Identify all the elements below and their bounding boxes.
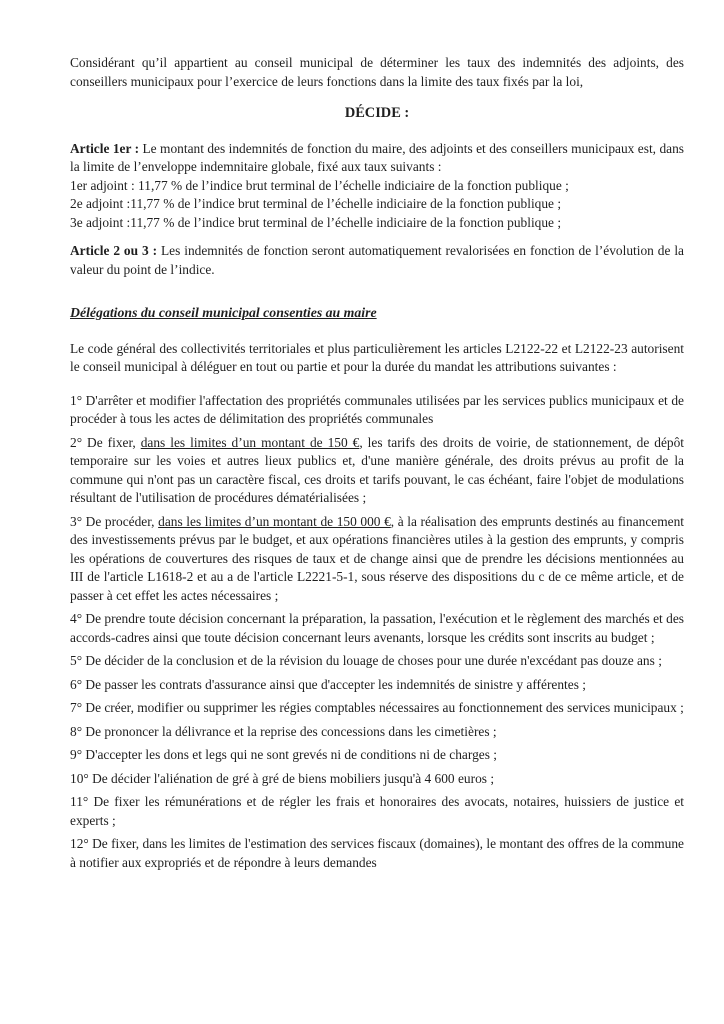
paragraph-considerant: Considérant qu’il appartient au conseil municipal de déterminer les taux des indemnités des adjoints, des conseillers municipaux pour l’exercice de leurs fonctions dans la limite des taux fixés par la loi, xyxy=(70,55,684,89)
article-1-intro: Le montant des indemnités de fonction du maire, des adjoints et des conseillers municipaux est, dans la limite de l’enveloppe indemnitaire globale, fixé aux taux suivants : xyxy=(70,140,684,174)
article-1-label: Article 1er : xyxy=(70,140,140,156)
delegations-section-heading: Délégations du conseil municipal consenties au maire xyxy=(70,305,377,320)
decide-heading: DÉCIDE : xyxy=(344,105,410,121)
delegation-item-12: 12° De fixer, dans les limites de l'estimation des services fiscaux (domaines), le montant des offres de la commune à notifier aux expropriés et de répondre à leurs demandes xyxy=(70,836,684,870)
paragraph-article-2-3 xyxy=(70,242,684,279)
item-2-underlined-amount: dans les limites d’un montant de 150 € xyxy=(140,434,360,450)
article-2-3-label: Article 2 ou 3 : xyxy=(70,243,158,258)
delegation-item-1: 1° D'arrêter et modifier l'affectation des propriétés communales utilisées par les services publics municipaux et de procéder à tous les actes de délimitation des propriétés communales xyxy=(70,392,684,426)
item-3-pre: 3° De procéder, xyxy=(70,513,159,529)
delegation-item-3 xyxy=(70,513,684,606)
item-2-pre: 2° De fixer, xyxy=(70,434,141,450)
paragraph-article-1 xyxy=(70,140,684,233)
delegation-item-5: 5° De décider de la conclusion et de la révision du louage de choses pour une durée n'excédant pas douze ans ; xyxy=(70,653,662,668)
delegation-item-2 xyxy=(70,434,684,508)
delegation-item-10: 10° De décider l'aliénation de gré à gré de biens mobiliers jusqu'à 4 600 euros ; xyxy=(70,770,495,786)
article-1-line-adjoint-2: 2e adjoint :11,77 % de l’indice brut terminal de l’échelle indiciaire de la fonction publique ; xyxy=(70,196,562,211)
delegation-item-8: 8° De prononcer la délivrance et la reprise des concessions dans les cimetières ; xyxy=(70,723,497,739)
item-3-underlined-amount: dans les limites d’un montant de 150 000 € xyxy=(158,513,391,529)
paragraph-code-general: Le code général des collectivités territoriales et plus particulièrement les articles L2122-22 et L2122-23 autorisent le conseil municipal à déléguer en tout ou partie et pour la durée du mandat les attributions suivantes : xyxy=(70,340,684,374)
delegation-item-11: 11° De fixer les rémunérations et de régler les frais et honoraires des avocats, notaires, huissiers de justice et experts ; xyxy=(70,794,684,828)
item-2-post: , les tarifs des droits de voirie, de stationnement, de dépôt temporaire sur les voies et autres lieux publics et, d'une manière générale, des droits prévus au profit de la commune qui n'ont pas un caractère fiscal, ces droits et tarifs pouvant, le cas échéant, faire l'objet de modulations résultant de l'utilisation de procédures dématérialisées ; xyxy=(70,434,685,505)
article-1-line-adjoint-3: 3e adjoint :11,77 % de l’indice brut terminal de l’échelle indiciaire de la fonction publique ; xyxy=(70,214,562,230)
delegation-item-7: 7° De créer, modifier ou supprimer les régies comptables nécessaires au fonctionnement des services municipaux ; xyxy=(70,700,684,715)
article-1-line-adjoint-1: 1er adjoint : 11,77 % de l’indice brut terminal de l’échelle indiciaire de la fonction publique ; xyxy=(70,177,569,193)
item-3-post: , à la réalisation des emprunts destinés au financement des investissements prévus par le budget, et aux opérations financières utiles à la gestion des emprunts, y compris les opérations de couvertures des risques de taux et de change ainsi que de prendre les décisions mentionnées au III de l'article L1618-2 et au a de l'article L2221-5-1, sous réserve des dispositions du c de ce même article, et de passer à cet effet les actes nécessaires ; xyxy=(70,513,684,603)
delegation-item-4: 4° De prendre toute décision concernant la préparation, la passation, l'exécution et le règlement des marchés et des accords-cadres ainsi que toute décision concernant leurs avenants, lorsque les crédits sont inscrits au budget ; xyxy=(70,611,684,645)
delegation-item-9: 9° D'accepter les dons et legs qui ne sont grevés ni de conditions ni de charges ; xyxy=(70,747,497,762)
article-2-3-text: Les indemnités de fonction seront automatiquement revalorisées en fonction de l’évolution de la valeur du point de l’indice. xyxy=(70,243,684,277)
delegation-item-6: 6° De passer les contrats d'assurance ainsi que d'accepter les indemnités de sinistre y afférentes ; xyxy=(70,676,586,692)
